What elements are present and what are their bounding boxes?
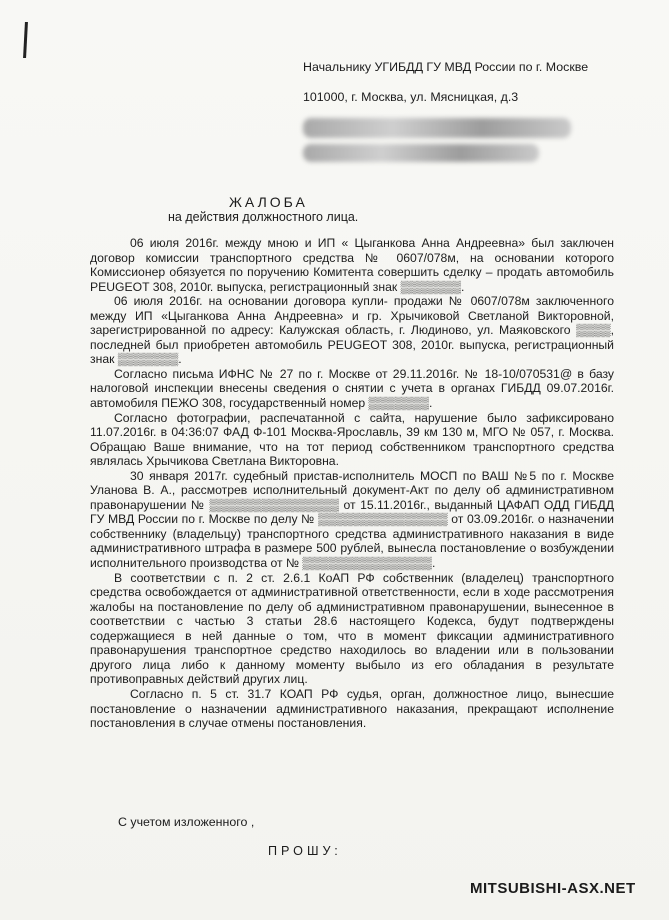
paragraph-koap-2-6-1: В соответствии с п. 2 ст. 2.6.1 КоАП РФ собственник (владелец) транспортного средства освобождается от административной ответственности, если в ходе рассмотрения жалобы на постановление по делу об административном правонарушении, вынесенное в соответствии с частью 3 статьи 28.6 настоящего Кодекса, будут подтверждены содержащиеся в ней данные о том, что в момент фиксации административного правонарушения транспортное средство находилось во владении или в пользовании другого лица либо к данному моменту выбыло из его обладания в результате противоправных действий других лиц.	[90, 570, 614, 687]
document-title: ЖАЛОБА	[229, 194, 308, 210]
paragraph-photo: Согласно фотографии, распечатанной с сайта, нарушение было зафиксировано 11.07.2016г. в 04:36:07 ФАД Ф-101 Москва-Ярославль, 39 км 130 м, МГО № 057, г. Москва. Обращаю Ваше внимание, что на тот период собственником транспортного средства являлась Хрычикова Светлана Викторовна.	[90, 410, 614, 469]
paragraph-bailiff: 30 января 2017г. судебный пристав-исполнитель МОСП по ВАШ №5 по г. Москве Уланова В. А., рассмотрев исполнительный документ-Акт по делу об административном правонарушении № ▒▒▒▒▒▒▒▒▒▒▒▒▒▒▒ от 15.11.2016г., выданный ЦАФАП ОДД ГИБДД ГУ МВД России по г. Москве по делу № ▒▒▒▒▒▒▒▒▒▒▒▒▒▒▒ от 03.09.2016г. о назначении собственнику (владельцу) транспортного средства административного наказания в виде административного штрафа в размере 500 рублей, вынесла постановление о возбуждении исполнительного производства от № ▒▒▒▒▒▒▒▒▒▒▒▒▒▒▒.	[90, 468, 614, 571]
addressee-line: Начальнику УГИБДД ГУ МВД России по г. Москве	[303, 60, 589, 74]
document-subtitle: на действия должностного лица.	[168, 210, 359, 224]
paragraph-sale: 06 июля 2016г. на основании договора купли- продажи № 0607/078м заключенного между ИП «Цыганкова Анна Андреевна» и гр. Хрычиковой Светланой Викторовной, зарегистрированной по адресу: Калужская область, г. Людиново, ул. Маяковского ▒▒▒▒, последней был приобретен автомобиль PEUGEOT 308, 2010г. выпуска, регистрационный знак ▒▒▒▒▒▒▒.	[90, 294, 614, 367]
request-heading: ПРОШУ:	[268, 844, 342, 858]
handwritten-mark	[23, 22, 28, 58]
site-watermark: MITSUBISHI-ASX.NET	[470, 880, 636, 897]
closing-phrase: С учетом изложенного ,	[118, 815, 255, 829]
paragraph-koap-31-7: Согласно п. 5 ст. 31.7 КОАП РФ судья, орган, должностное лицо, вынесшие постановление о назначении административного наказания, прекращают исполнение постановления в случае отмены постановления.	[90, 686, 614, 731]
address-line: 101000, г. Москва, ул. Мясницкая, д.3	[303, 90, 519, 104]
document-body	[90, 236, 614, 731]
paragraph-contract: 06 июля 2016г. между мною и ИП « Цыганкова Анна Андреевна» был заключен договор комиссии транспортного средства № 0607/078м, на основании которого Комиссионер обязуется по поручению Комитента совершить сделку – продать автомобиль PEUGEOT 308, 2010г. выпуска, регистрационный знак ▒▒▒▒▒▒▒.	[90, 236, 614, 294]
redacted-sender-address	[303, 144, 539, 162]
paragraph-tax-letter: Согласно письма ИФНС № 27 по г. Москве от 29.11.2016г. № 18-10/070531@ в базу налоговой инспекции внесены сведения о снятии с учета в органах ГИБДД 09.07.2016г. автомобиля ПЕЖО 308, государственный номер ▒▒▒▒▒▒▒.	[90, 366, 614, 411]
redacted-sender-name	[303, 118, 571, 138]
